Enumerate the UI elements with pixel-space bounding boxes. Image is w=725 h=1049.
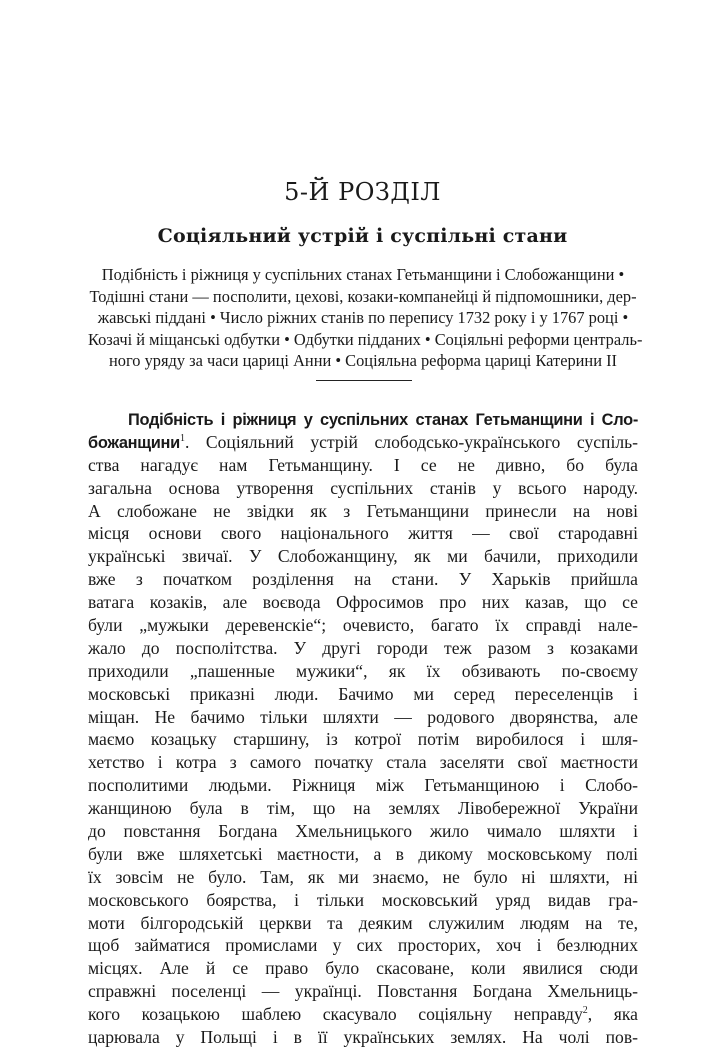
body-line: А слобожане не звідки як з Гетьманщини принесли на нові <box>88 500 638 521</box>
body-line: московські приказні люди. Бачимо ми серед переселенців і <box>88 683 638 704</box>
body-line: ства нагадує нам Гетьманщину. І се не дивно, бо була <box>88 454 638 475</box>
footnote-ref[interactable]: 2 <box>582 1005 588 1017</box>
body-line: щоб займатися промислами у сих просторих, хоч і безлюдних <box>88 935 638 956</box>
body-line <box>88 408 638 431</box>
body-line: хетство і котра з самого початку стала заселяти свої маєтности <box>88 752 638 773</box>
body-line: їх зовсім не було. Там, як ми знаємо, не було ні шляхти, ні <box>88 866 638 887</box>
body-text-run: . Соціяльний устрій слободсько-українського суспіль- <box>184 431 638 452</box>
body-line: справжні поселенці — українці. Повстання Богдана Хмельниць- <box>88 981 638 1002</box>
summary-line: ного уряду за часи цариці Анни • Соціяльна реформа цариці Катерини ІІ <box>109 351 617 371</box>
body-line: жанщиною була в тім, що на землях Лівобережної України <box>88 798 638 819</box>
body-line: приходили „пашенные мужики“, як їх обзивають по-своєму <box>88 660 638 681</box>
body-line: місцях. Але й се право було скасоване, коли явилися сюди <box>88 958 638 979</box>
body-line: царювала у Польщі і в її українських землях. На чолі пов- <box>88 1027 638 1048</box>
body-line: посполитими людьми. Ріжниця між Гетьманщиною і Слобо- <box>88 775 638 796</box>
chapter-summary <box>88 264 643 372</box>
body-line: маємо козацьку старшину, із котрої потім виробилося і шля- <box>88 729 638 750</box>
body-line <box>88 431 638 454</box>
body-line: до повстання Богдана Хмельницького жило чимало шляхти і <box>88 821 638 842</box>
section-divider <box>316 380 412 381</box>
chapter-title: Соціяльний устрій і суспільні стани <box>157 225 568 247</box>
body-text-run: , яка <box>587 1004 638 1025</box>
footnote-ref[interactable]: 1 <box>179 433 185 445</box>
section-heading-runin-cont: божанщини <box>88 433 180 452</box>
body-line: жало до посполітства. У другі городи теж разом з козаками <box>88 637 638 658</box>
body-text-run: кого <box>88 1004 121 1025</box>
summary-line: Тодішні стани — посполити, цехові, козаки-компанейці й підпомошники, дер- <box>89 286 637 306</box>
chapter-number: 5-Й РОЗДІЛ <box>284 178 441 206</box>
body-paragraph <box>88 408 638 1049</box>
body-line <box>88 1003 638 1026</box>
body-line: загальна основа утворення суспільних станів у всього народу. <box>88 477 638 498</box>
body-line: були вже шляхетські маєтности, а в дикому московському полі <box>88 843 638 864</box>
body-line: місця основи свого національного життя — свої стародавні <box>88 523 638 544</box>
body-line: московського боярства, і тільки московський уряд видав гра- <box>88 889 638 910</box>
body-line: міщан. Не бачимо тільки шляхти — родового дворянства, але <box>88 706 638 727</box>
summary-line: Козачі й міщанські одбутки • Одбутки підданих • Соціяльні реформи централь- <box>88 329 643 349</box>
body-line: вже з початком розділення на стани. У Харьків прийшла <box>88 569 638 590</box>
body-line: ватага козаків, але воєвода Офросимов про них казав, що се <box>88 592 638 613</box>
body-text-run: козацькою шаблею скасувало соціяльну неправду <box>141 1004 583 1025</box>
body-line: були „мужыки деревенскіе“; очевисто, багато їх справді нале- <box>88 615 638 636</box>
section-heading-runin: Подібність і ріжниця у суспільних станах Гетьманщини і Сло- <box>128 411 638 429</box>
body-line: моти білгородській церкви та деяким служилим людям на те, <box>88 912 638 933</box>
body-line: українські звичаї. У Слобожанщину, як ми бачили, приходили <box>88 546 638 567</box>
summary-line: Подібність і ріжниця у суспільних станах Гетьманщини і Слобожанщини • <box>101 265 625 284</box>
summary-line: жавські піддані • Число ріжних станів по перепису 1732 року і у 1767 році • <box>97 308 629 328</box>
